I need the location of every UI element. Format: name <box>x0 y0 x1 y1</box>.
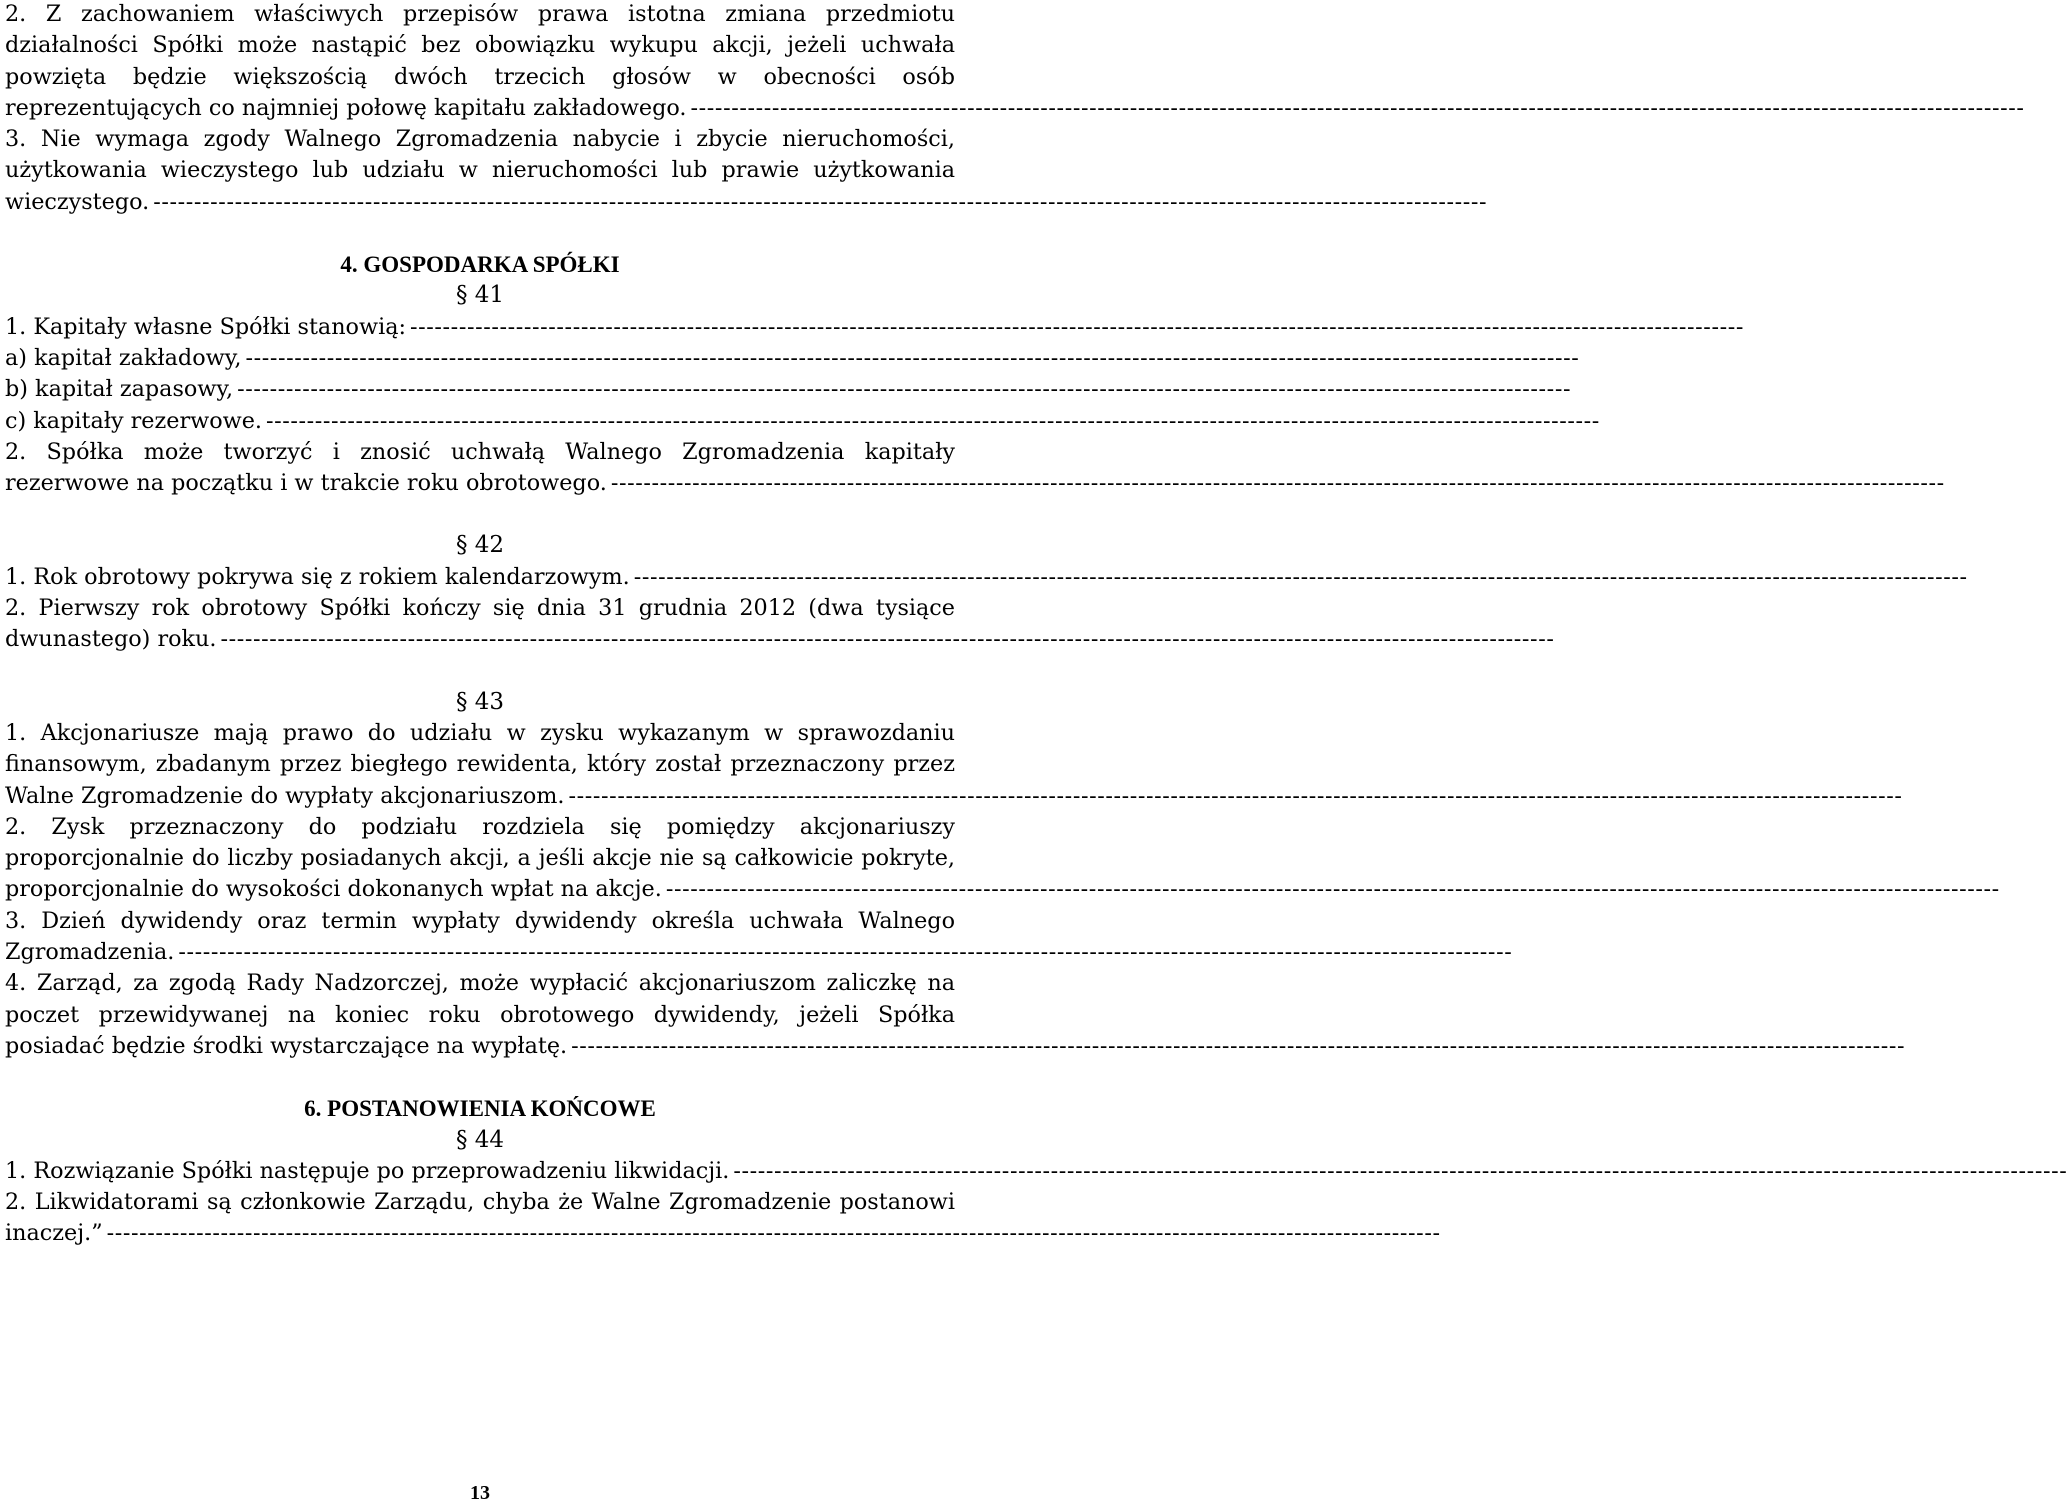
text-line: 1. Akcjonariusze mają prawo do udziału w zysku wykazanym w sprawozdaniu <box>5 719 955 746</box>
dash-filler: -------------------------------------------------------------------------------------------------------------------------------------------------------------------- <box>153 188 1488 215</box>
text-line: powzięta będzie większością dwóch trzecich głosów w obecności osób <box>5 63 955 90</box>
text-line: 3. Dzień dywidendy oraz termin wypłaty dywidendy określa uchwała Walnego <box>5 907 955 934</box>
text-line: 2. Pierwszy rok obrotowy Spółki kończy się dnia 31 grudnia 2012 (dwa tysiące <box>5 595 955 622</box>
dash-filler: -------------------------------------------------------------------------------------------------------------------------------------------------------------------- <box>106 1220 1441 1247</box>
paragraph-number: § 43 <box>455 688 505 715</box>
text-line: finansowym, zbadanym przez biegłego rewidenta, który został przeznaczony przez <box>5 751 955 778</box>
text-line: 1. Kapitały własne Spółki stanowią: -------------------------------------------------------------------------------------------------------------------------------------------------------------------- <box>5 312 955 343</box>
text-line: poczet przewidywanej na koniec roku obrotowego dywidendy, jeżeli Spółka <box>5 1001 955 1028</box>
text-line: 1. Rok obrotowy pokrywa się z rokiem kalendarzowym. -------------------------------------------------------------------------------------------------------------------------------------------------------------------- <box>5 562 955 593</box>
section-heading: 6. POSTANOWIENIA KOŃCOWE <box>304 1096 656 1122</box>
text-line: 2. Spółka może tworzyć i znosić uchwałą Walnego Zgromadzenia kapitały <box>5 438 955 465</box>
dash-filler: -------------------------------------------------------------------------------------------------------------------------------------------------------------------- <box>571 1032 1906 1059</box>
dash-filler: -------------------------------------------------------------------------------------------------------------------------------------------------------------------- <box>220 626 1555 653</box>
dash-filler: -------------------------------------------------------------------------------------------------------------------------------------------------------------------- <box>568 782 1903 809</box>
text-line: wieczystego. -------------------------------------------------------------------------------------------------------------------------------------------------------------------- <box>5 187 955 218</box>
dash-filler: -------------------------------------------------------------------------------------------------------------------------------------------------------------------- <box>633 563 1968 590</box>
dash-filler: -------------------------------------------------------------------------------------------------------------------------------------------------------------------- <box>733 1157 2067 1184</box>
dash-filler: -------------------------------------------------------------------------------------------------------------------------------------------------------------------- <box>178 939 1513 966</box>
text-line: dwunastego) roku. -------------------------------------------------------------------------------------------------------------------------------------------------------------------- <box>5 624 955 655</box>
dash-filler: -------------------------------------------------------------------------------------------------------------------------------------------------------------------- <box>410 313 1744 340</box>
paragraph-number: § 42 <box>455 532 505 559</box>
text-line: rezerwowe na początku i w trakcie roku obrotowego. -------------------------------------------------------------------------------------------------------------------------------------------------------------------- <box>5 468 955 499</box>
text-line: 2. Zysk przeznaczony do podziału rozdziela się pomiędzy akcjonariuszy <box>5 813 955 840</box>
text-line: inaczej.” -------------------------------------------------------------------------------------------------------------------------------------------------------------------- <box>5 1218 940 1249</box>
text-line: Walne Zgromadzenie do wypłaty akcjonariuszom. -------------------------------------------------------------------------------------------------------------------------------------------------------------------- <box>5 781 955 812</box>
text-line: działalności Spółki może nastąpić bez obowiązku wykupu akcji, jeżeli uchwała <box>5 32 955 59</box>
document-page <box>5 0 2067 1250</box>
paragraph-change-of-business <box>5 0 2025 124</box>
dash-filler: -------------------------------------------------------------------------------------------------------------------------------------------------------------------- <box>265 407 1600 434</box>
text-line: b) kapitał zapasowy, -------------------------------------------------------------------------------------------------------------------------------------------------------------------- <box>5 374 955 405</box>
text-line: 1. Rozwiązanie Spółki następuje po przeprowadzeniu likwidacji. -------------------------------------------------------------------------------------------------------------------------------------------------------------------- <box>5 1156 955 1187</box>
text-line: Zgromadzenia. -------------------------------------------------------------------------------------------------------------------------------------------------------------------- <box>5 937 955 968</box>
text-line: a) kapitał zakładowy, -------------------------------------------------------------------------------------------------------------------------------------------------------------------- <box>5 343 955 374</box>
paragraph-number: § 44 <box>455 1126 505 1153</box>
dash-filler: -------------------------------------------------------------------------------------------------------------------------------------------------------------------- <box>690 94 2025 121</box>
text-line: 2. Likwidatorami są członkowie Zarządu, chyba że Walne Zgromadzenie postanowi <box>5 1189 955 1216</box>
dash-filler: -------------------------------------------------------------------------------------------------------------------------------------------------------------------- <box>610 470 1945 497</box>
text-line: posiadać będzie środki wystarczające na wypłatę. -------------------------------------------------------------------------------------------------------------------------------------------------------------------- <box>5 1031 955 1062</box>
text-line: 2. Z zachowaniem właściwych przepisów prawa istotna zmiana przedmiotu <box>5 1 955 27</box>
text-line: reprezentujących co najmniej połowę kapitału zakładowego. -------------------------------------------------------------------------------------------------------------------------------------------------------------------- <box>5 93 955 124</box>
section-heading: 4. GOSPODARKA SPÓŁKI <box>340 252 620 278</box>
dash-filler: -------------------------------------------------------------------------------------------------------------------------------------------------------------------- <box>237 376 1572 403</box>
paragraph-number: § 41 <box>455 282 505 309</box>
paragraph-real-estate <box>5 124 1488 218</box>
text-line: c) kapitały rezerwowe. -------------------------------------------------------------------------------------------------------------------------------------------------------------------- <box>5 406 955 437</box>
text-line: 4. Zarząd, za zgodą Rady Nadzorczej, może wypłacić akcjonariuszom zaliczkę na <box>5 970 955 997</box>
page-number: 13 <box>470 1482 490 1504</box>
dash-filler: -------------------------------------------------------------------------------------------------------------------------------------------------------------------- <box>245 344 1580 371</box>
dash-filler: -------------------------------------------------------------------------------------------------------------------------------------------------------------------- <box>665 876 2000 903</box>
text-line: proporcjonalnie do wysokości dokonanych wpłat na akcje. -------------------------------------------------------------------------------------------------------------------------------------------------------------------- <box>5 874 955 905</box>
text-line: proporcjonalnie do liczby posiadanych akcji, a jeśli akcje nie są całkowicie pokryte, <box>5 845 955 872</box>
text-line: 3. Nie wymaga zgody Walnego Zgromadzenia nabycie i zbycie nieruchomości, <box>5 126 955 153</box>
text-line: użytkowania wieczystego lub udziału w nieruchomości lub prawie użytkowania <box>5 157 955 184</box>
